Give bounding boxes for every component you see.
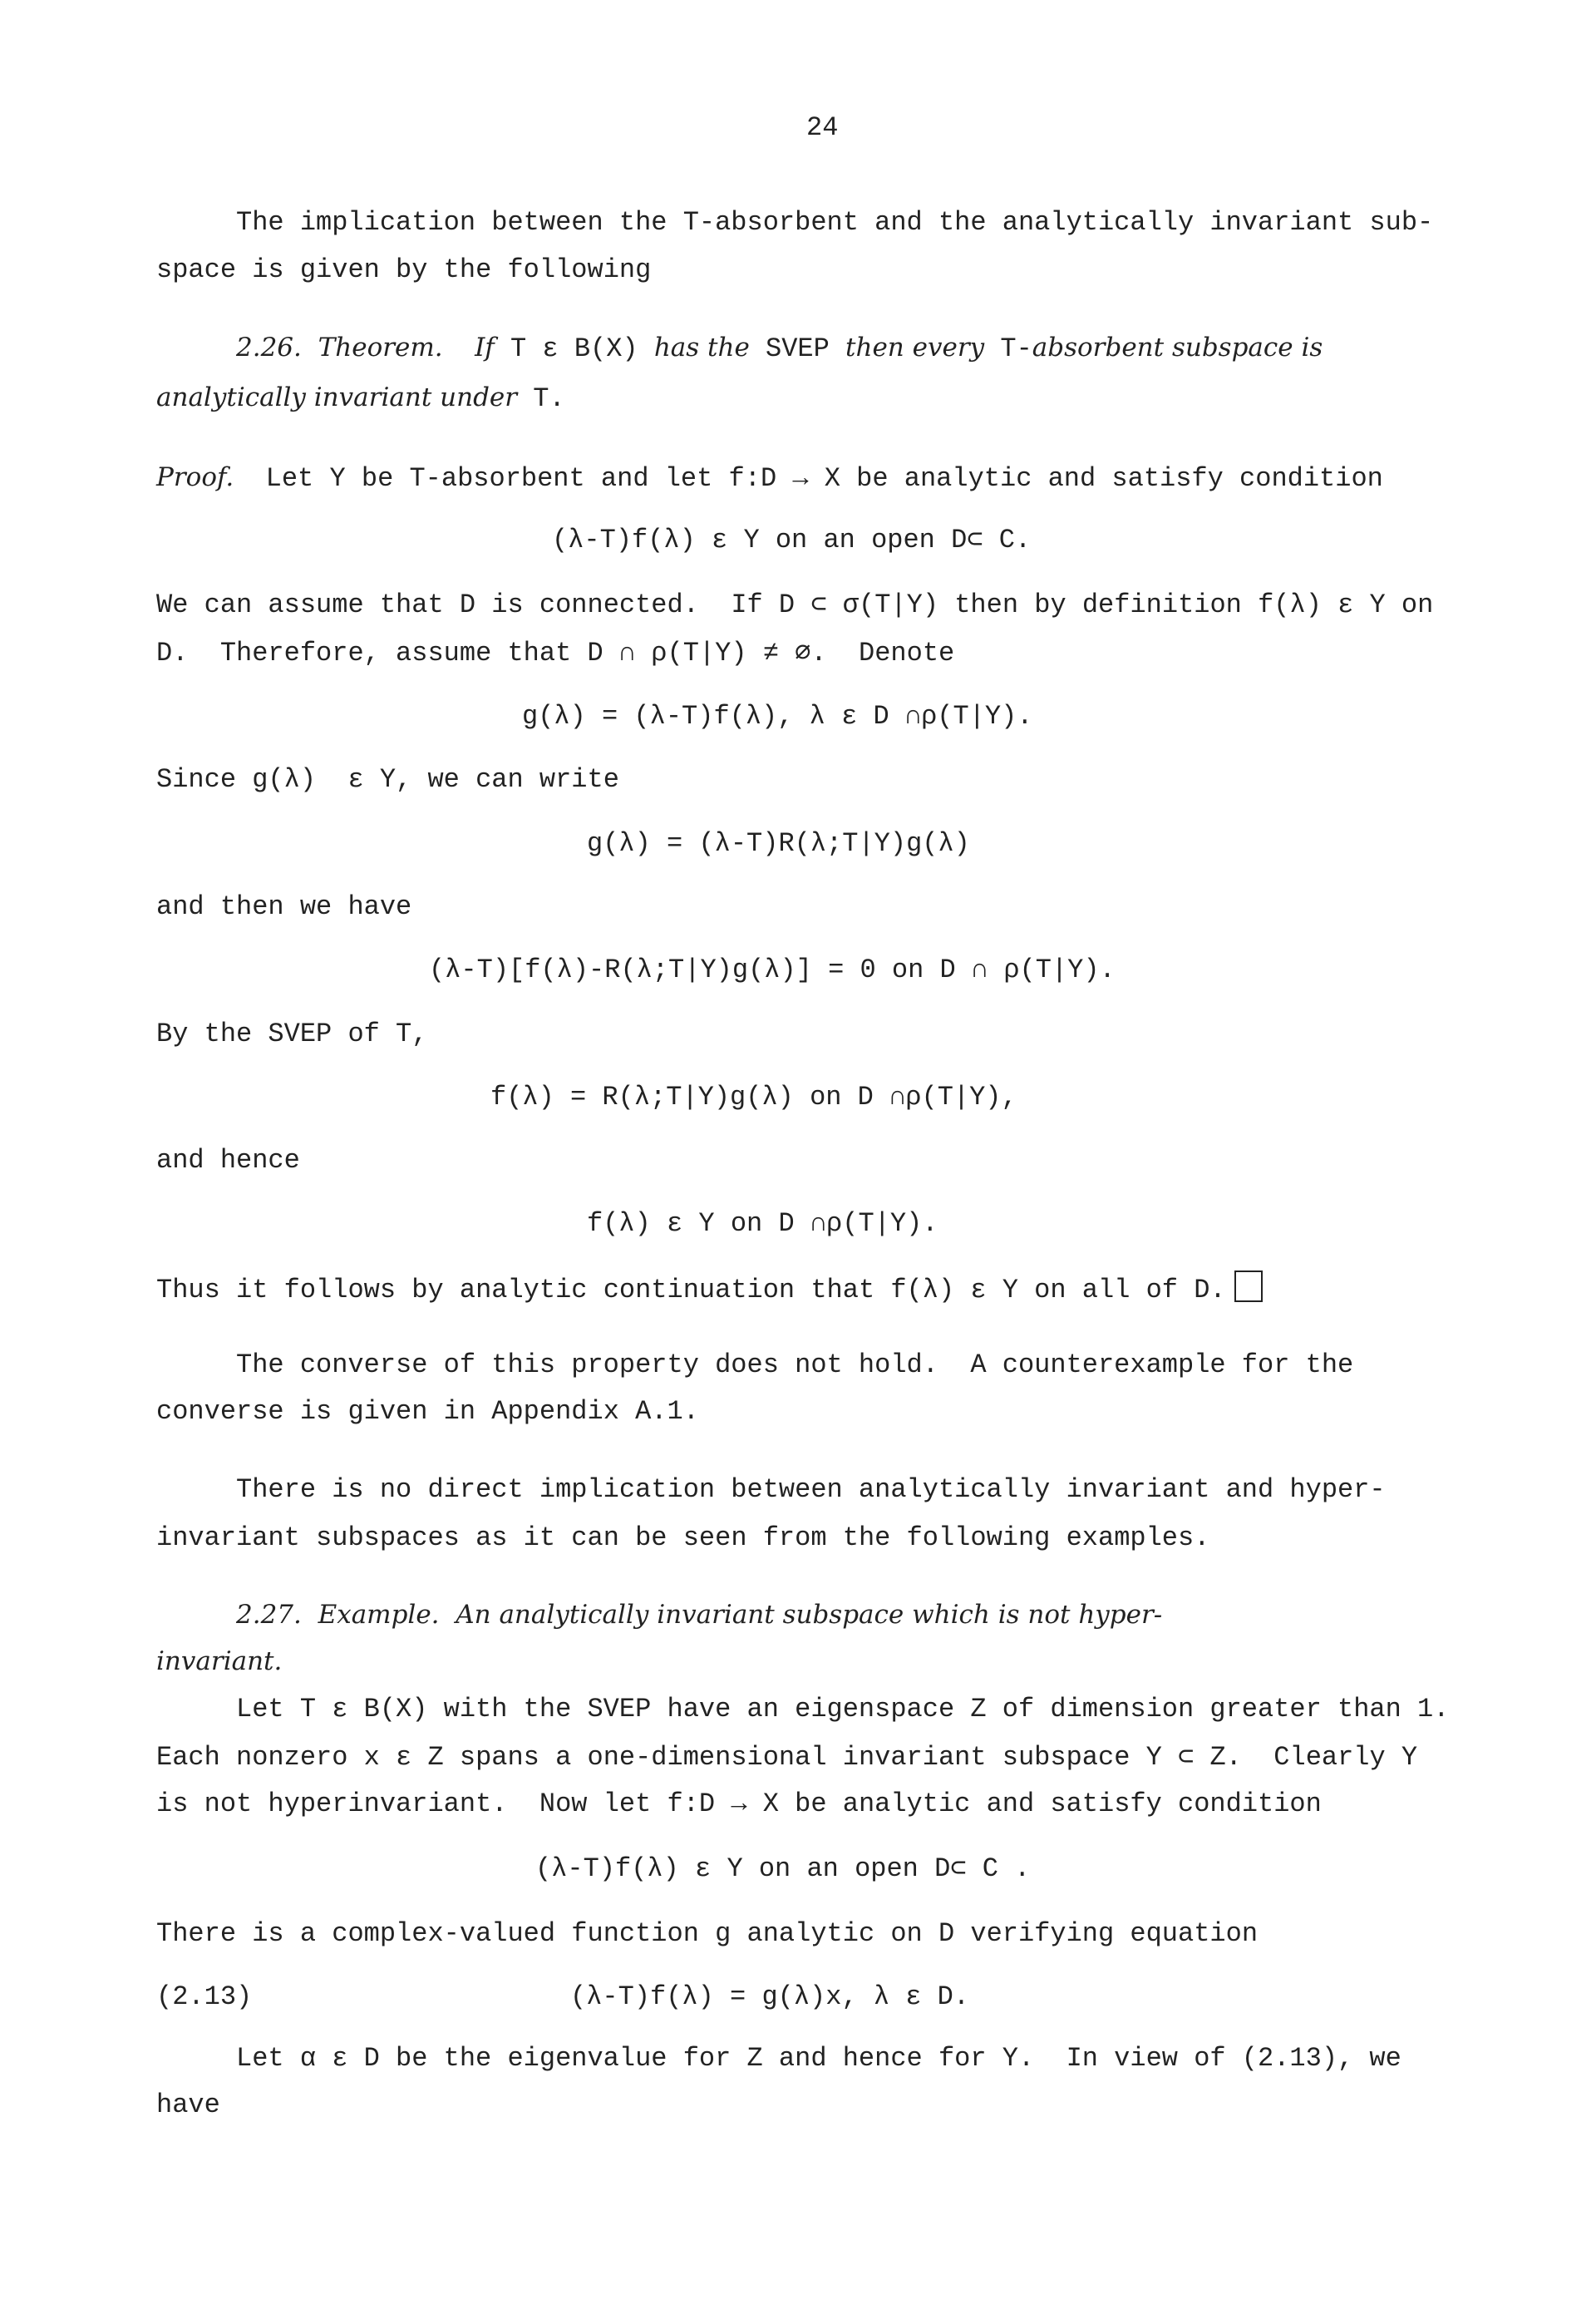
example-body-1: Let T ε B(X) with the SVEP have an eigenspace Z of dimension greater than 1. [236,1694,1450,1724]
example-body-2: Each nonzero x ε Z spans a one-dimensional invariant subspace Y ⊂ Z. Clearly Y [156,1742,1418,1773]
example-body-3: is not hyperinvariant. Now let f:D → X be analytic and satisfy condition [156,1789,1322,1819]
proof-line-3: D. Therefore, assume that D ∩ ρ(T|Y) ≠ ∅. Denote [156,638,955,669]
theorem-statement: 2.26. Theorem. If T ε B(X) has the SVEP then every T-absorbent subspace is [236,333,1323,364]
implication-line-1: There is no direct implication between analytically invariant and hyper- [236,1474,1386,1505]
example-heading-2: invariant. [156,1646,283,1676]
implication-line-2: invariant subspaces as it can be seen from the following examples. [156,1522,1210,1553]
proof-equation-6: f(λ) ε Y on D ∩ρ(T|Y). [587,1208,938,1239]
converse-line-1: The converse of this property does not hold. A counterexample for the [236,1349,1354,1380]
proof-line-2: We can assume that D is connected. If D ⊂ σ(T|Y) then by definition f(λ) ε Y on [156,590,1434,620]
example-body-4: There is a complex-valued function g analytic on D verifying equation [156,1918,1259,1949]
proof-equation-4: (λ-T)[f(λ)-R(λ;T|Y)g(λ)] = 0 on D ∩ ρ(T|Y). [429,955,1116,985]
example-body-5: Let α ε D be the eigenvalue for Z and hence for Y. In view of (2.13), we [236,2043,1401,2074]
theorem-statement-line-2: analytically invariant under T. [156,382,565,414]
qed-box-icon [1234,1270,1263,1302]
proof-equation-2: g(λ) = (λ-T)f(λ), λ ε D ∩ρ(T|Y). [522,701,1033,732]
proof-line-4: Since g(λ) ε Y, we can write [156,764,619,795]
proof-equation-1: (λ-T)f(λ) ε Y on an open D⊂ C. [552,525,1032,555]
example-equation-2: (λ-T)f(λ) = g(λ)x, λ ε D. [570,1981,970,2012]
intro-line-1: The implication between the T-absorbent and the analytically invariant sub- [236,207,1434,238]
proof-equation-5: f(λ) = R(λ;T|Y)g(λ) on D ∩ρ(T|Y), [490,1082,1017,1113]
proof-equation-3: g(λ) = (λ-T)R(λ;T|Y)g(λ) [587,828,970,859]
converse-line-2: converse is given in Appendix A.1. [156,1396,699,1427]
intro-line-2: space is given by the following [156,254,652,285]
proof-line-1: Proof. Let Y be T-absorbent and let f:D → X be analytic and satisfy condition [156,462,1383,494]
example-heading-1: 2.27. Example. An analytically invariant subspace which is not hyper- [236,1600,1163,1630]
proof-label: Proof. [156,462,234,492]
example-equation-1: (λ-T)f(λ) ε Y on an open D⊂ C . [535,1853,1031,1884]
theorem-label: 2.26. Theorem. [236,333,443,363]
proof-line-6: By the SVEP of T, [156,1019,428,1049]
equation-label-2-13: (2.13) [156,1981,253,2012]
proof-line-8: Thus it follows by analytic continuation that f(λ) ε Y on all of D. [156,1270,1263,1307]
page-number: 24 [806,112,839,143]
proof-line-5: and then we have [156,891,412,922]
example-body-6: have [156,2090,220,2120]
proof-line-7: and hence [156,1145,300,1176]
